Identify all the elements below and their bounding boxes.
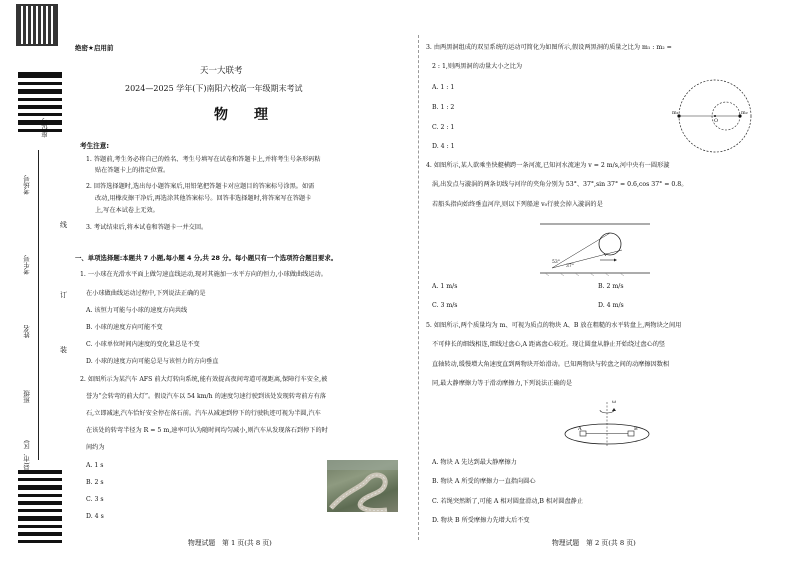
question-4-stem: 涡,出发点与漩涡的两条切线与河岸的夹角分别为 53°、37°,sin 37° = 0.6,cos 37° = 0.8。 xyxy=(432,181,688,188)
notice-line: 改动,用橡皮擦干净后,再选涂其他答案标号。回答非选择题时,将答案写在答题卡 xyxy=(95,195,312,202)
label-flow-velocity: v xyxy=(604,252,607,258)
turntable-diagram xyxy=(562,398,652,448)
label-angle-37: 37° xyxy=(566,264,574,269)
question-5-stem: 不可伸长的细线相连,细线过盘心,A 距离盘心较近。现让圆盘从静止开始绕过盘心的竖 xyxy=(432,341,666,348)
question-3-stem: 3. 由两黑洞组成的双星系统的运动可简化为如图所示,假设两黑洞的质量之比为 m₁ : m₂ = xyxy=(426,44,672,51)
question-4-option-b: B. 2 m/s xyxy=(598,283,624,290)
question-2-stem: 石,立即减速,汽车恰好安全停在落石前。汽车从减速到停下的行驶轨迹可视为半圆,汽车 xyxy=(86,410,321,417)
question-3-option-d: D. 4 : 1 xyxy=(432,143,455,150)
question-4-option-d: D. 4 m/s xyxy=(598,302,624,309)
qr-code xyxy=(16,4,58,46)
page-title: 物 理 xyxy=(214,107,274,123)
question-2-stem: 在该处的转弯半径为 R = 5 m,速率可认为随时间均匀减小,则汽车从发现落石到停下的时 xyxy=(86,427,328,434)
question-2-option-d: D. 4 s xyxy=(86,513,104,520)
page-footer-right: 物理试题 第 2 页(共 8 页) xyxy=(552,539,636,547)
name-label: 姓名 xyxy=(23,325,31,338)
question-1-stem: 1. 一小球在光滑水平面上做匀速直线运动,现对其施加一水平方向的恒力,小球做曲线运动。 xyxy=(80,271,327,278)
hairpin-road-photo xyxy=(327,460,398,512)
question-1-option-b: B. 小球的速度方向可能不变 xyxy=(86,324,163,331)
notice-line: 贴在答题卡上的指定位置。 xyxy=(95,167,170,174)
label-block-b: B xyxy=(634,426,638,432)
question-2-stem: 2. 如图所示为某汽车 AFS 前大灯转向系统,能有效提高夜间弯道可视距离,保障行车安全,被 xyxy=(80,376,328,383)
county-label: 县(市、区) xyxy=(23,440,31,472)
class-label: 班级 xyxy=(23,390,31,403)
label-o: O xyxy=(714,118,719,124)
notice-title: 考生注意: xyxy=(80,142,110,150)
notice-line: 1. 答题前,考生务必将自己的姓名、考生号填写在试卷和答题卡上,并将考生号条形码粘 xyxy=(86,156,321,163)
question-4-stem: 若船头指向始终垂直河岸,则以下列船速 v₀行驶会掉入漩涡的是 xyxy=(432,201,603,208)
question-2-option-c: C. 3 s xyxy=(86,496,104,503)
seal-mark-bind: 订 xyxy=(60,291,67,299)
secret-mark: 绝密★启用前 xyxy=(75,44,114,52)
seal-mark-fix: 装 xyxy=(60,346,67,354)
label-block-a: A xyxy=(578,426,582,432)
question-3-option-b: B. 1 : 2 xyxy=(432,104,455,111)
label-angle-53: 53° xyxy=(552,260,560,265)
notice-line: 上,写在本试卷上无效。 xyxy=(95,207,159,214)
question-2-stem: 间约为 xyxy=(86,444,105,451)
seal-mark-line: 线 xyxy=(60,221,67,229)
notice-line: 3. 考试结束后,将本试卷和答题卡一并交回。 xyxy=(86,224,208,231)
candidate-number-label: 考生号 xyxy=(23,255,31,275)
question-5-option-b: B. 物块 A 所受的摩擦力一直指向圆心 xyxy=(432,478,536,485)
page-divider xyxy=(418,35,419,540)
binary-star-diagram xyxy=(668,78,762,154)
page-footer-left: 物理试题 第 1 页(共 8 页) xyxy=(188,539,272,547)
binding-strip xyxy=(0,0,72,579)
question-3-option-a: A. 1 : 1 xyxy=(432,84,455,91)
question-5-option-c: C. 若绳突然断了,可能 A 相对圆盘滑动,B 相对圆盘静止 xyxy=(432,498,584,505)
question-5-stem: 5. 如图所示,两个质量均为 m、可视为质点的物块 A、B 放在粗糙的水平转盘上,两物块之间用 xyxy=(426,322,682,329)
question-1-stem: 在小球做曲线运动过程中,下列说法正确的是 xyxy=(86,290,206,297)
question-5-option-d: D. 物块 B 所受摩擦力先增大后不变 xyxy=(432,517,530,524)
label-omega: ω xyxy=(612,399,617,405)
question-4-option-a: A. 1 m/s xyxy=(432,283,458,290)
question-5-stem: 直轴转动,缓慢增大角速度直到两物块开始滑动。已知两物块与转盘之间的动摩擦因数相 xyxy=(432,361,670,368)
section-heading: 一、单项选择题:本题共 7 小题,每小题 4 分,共 28 分。每小题只有一个选项符合题目要求。 xyxy=(75,254,338,262)
question-2-option-a: A. 1 s xyxy=(86,462,104,469)
label-m2: m₂ xyxy=(741,110,748,116)
question-1-option-a: A. 该恒力可能与小球的速度方向共线 xyxy=(86,307,188,314)
question-5-stem: 同,最大静摩擦力等于滑动摩擦力,下列说法正确的是 xyxy=(432,380,573,387)
question-2-stem: 誉为“会转弯的前大灯”。假设汽车以 54 km/h 的速度匀速行驶到该处发现转弯前方有落 xyxy=(86,393,326,400)
question-1-option-c: C. 小球单位时间内速度的变化量总是不变 xyxy=(86,341,200,348)
exam-title: 2024—2025 学年(下)南阳六校高一年级期末考试 xyxy=(125,84,303,93)
question-3-stem: 2 : 1,则两黑洞的动量大小之比为 xyxy=(432,63,523,70)
notice-line: 2. 回答选择题时,选出每小题答案后,用铅笔把答题卡对应题目的答案标号涂黑。如需 xyxy=(86,183,315,190)
question-2-option-b: B. 2 s xyxy=(86,479,104,486)
exam-org: 天一大联考 xyxy=(200,66,243,76)
question-4-stem: 4. 如图所示,某人欲乘坐快艇横跨一条河流,已知河水流速为 v = 2 m/s,河中央有一圆形漩 xyxy=(426,162,670,169)
question-3-option-c: C. 2 : 1 xyxy=(432,124,455,131)
question-1-option-d: D. 小球的速度方向可能总是与该恒力的方向垂直 xyxy=(86,358,219,365)
river-vortex-diagram xyxy=(540,220,650,276)
exam-room-label: 考场号 xyxy=(23,175,31,195)
label-m1: m₁ xyxy=(672,110,679,116)
seat-number-label: 座位号 xyxy=(41,118,49,138)
question-4-option-c: C. 3 m/s xyxy=(432,302,458,309)
question-5-option-a: A. 物块 A 先达到最大静摩擦力 xyxy=(432,459,517,466)
